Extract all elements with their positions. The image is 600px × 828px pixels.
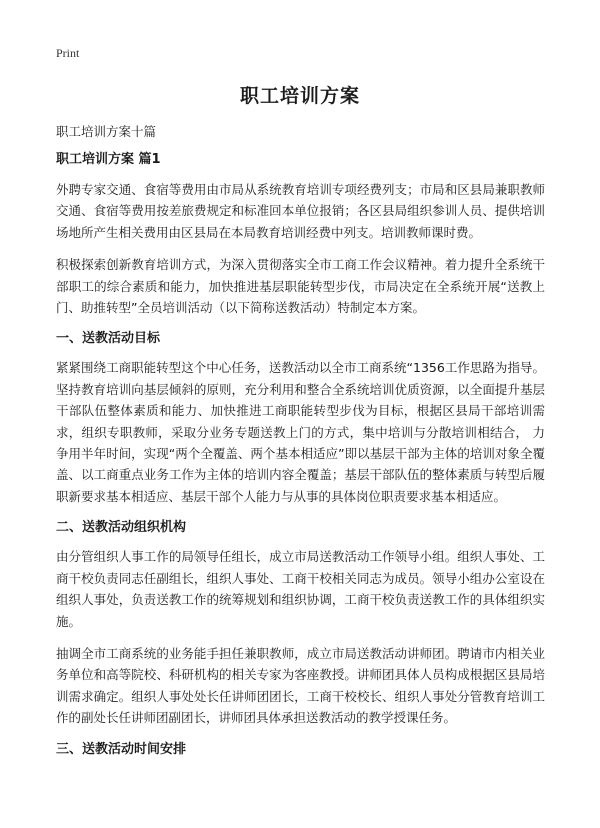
article-paragraph: 外聘专家交通、食宿等费用由市局从系统教育培训专项经费列支；市局和区县局兼职教师交通、食宿等费用按差旅费规定和标准回本单位报销；各区县局组织参训人员、提供培训场地所产生相关费用由区县局在本局教育培训经费中列支。培训教师课时费。 [56,182,545,240]
section-heading-goals: 一、送教活动目标 [56,331,161,347]
page-title: 职工培训方案 [239,85,360,107]
section-paragraph: 紧紧围绕工商职能转型这个中心任务，送教活动以全市工商系统“1356工作思路为指导。坚持教育培训向基层倾斜的原则，充分利用和整合全系统培训优质资源，以全面提升基层干部队伍整体素质和能力、加快推进工商职能转型步伐为目标，根据区县局干部培训需求，组织专职教师，采取分业务专题送教上门的方式，集中培训与分散培训相结合， 力争用半年时间，实现“两个全覆盖、两个基本相适应”即以基层干部为主体的培训对象全覆盖、以工商重点业务工作为主体的培训内容全覆盖；基层干部队伍的整体素质与转型后履职新要求基本相适应、基层干部个人能力与从事的具体岗位职责要求基本相适应。 [56,360,545,504]
section-paragraph: 抽调全市工商系统的业务能手担任兼职教师，成立市局送教活动讲师团。聘请市内相关业务单位和高等院校、科研机构的相关专家为客座教授。讲师团具体人员构成根据区县局培训需求确定。组织人事处处长任讲师团团长，工商干校校长、组织人事处分管教育培训工作的副处长任讲师团副团长，讲师团具体承担送教活动的教学授课任务。 [56,645,545,726]
section-heading-organization: 二、送教活动组织机构 [56,520,187,536]
article-heading: 职工培训方案 篇1 [56,152,161,167]
print-link[interactable]: Print [56,46,80,60]
section-heading-schedule: 三、送教活动时间安排 [56,741,187,757]
article-paragraph: 积极探索创新教育培训方式，为深入贯彻落实全市工商工作会议精神。着力提升全系统干部职工的综合素质和能力，加快推进基层职能转型步伐，市局决定在全系统开展“送教上门、助推转型”全员培训活动（以下简称送教活动）特制定本方案。 [56,257,545,316]
section-paragraph: 由分管组织人事工作的局领导任组长，成立市局送教活动工作领导小组。组织人事处、工商干校负责同志任副组长，组织人事处、工商干校相关同志为成员。领导小组办公室设在组织人事处，负责送教工作的统筹规划和组织协调，工商干校负责送教工作的具体组织实施。 [56,549,545,629]
page-subtitle: 职工培训方案十篇 [56,124,157,139]
article-body [56,151,545,759]
